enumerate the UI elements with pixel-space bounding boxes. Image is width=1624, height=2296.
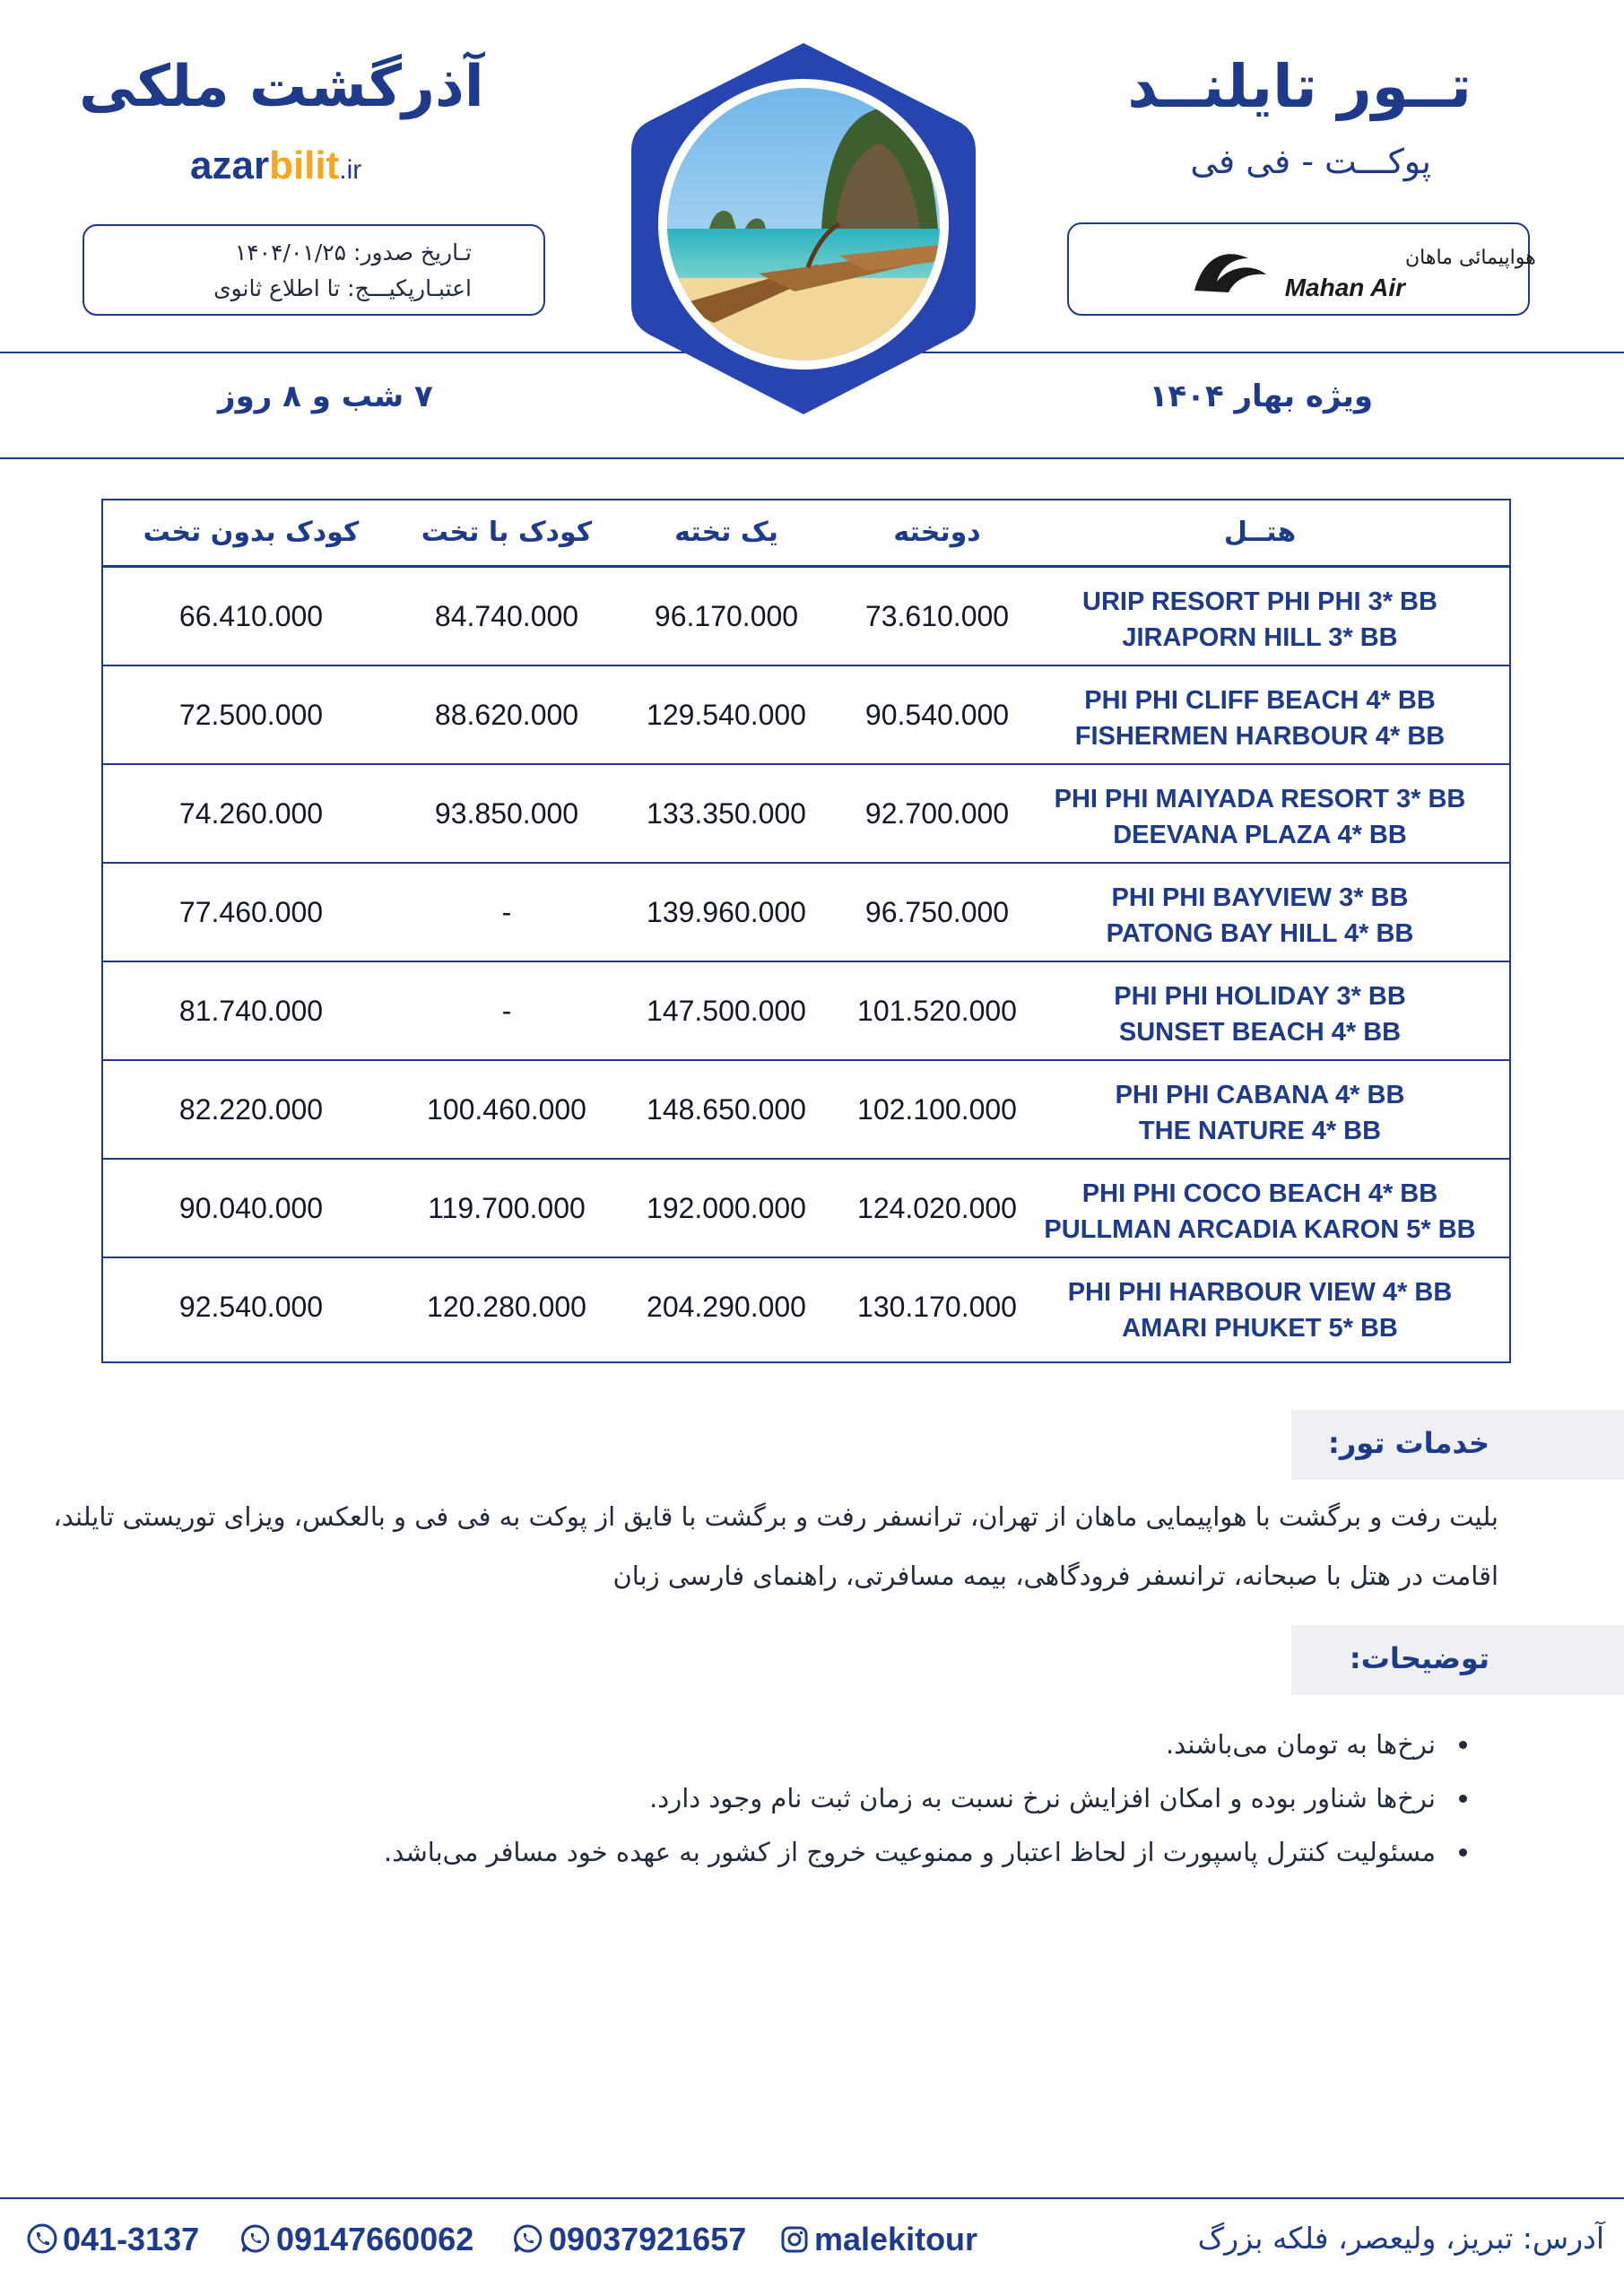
table-row (103, 765, 1509, 864)
price-table (101, 499, 1511, 1363)
issue-date: تـاریخ صدور: ۱۴۰۴/۰۱/۲۵ (234, 239, 472, 265)
hotel-name-phiphi: URIP RESORT PHI PHI 3* BB (1082, 587, 1437, 616)
price-child-with-bed: - (501, 896, 512, 928)
airline-name-en: Mahan Air (1284, 274, 1405, 301)
agency-logo-text (190, 144, 361, 188)
hotel-cell (1011, 781, 1509, 853)
hotel-name-phiphi: PHI PHI MAIYADA RESORT 3* BB (1054, 785, 1466, 813)
notes-heading-box (1291, 1625, 1624, 1695)
hotel-name-phuket: DEEVANA PLAZA 4* BB (1113, 821, 1407, 849)
price-child-with-bed: 88.620.000 (434, 699, 579, 731)
hotel-cell (1011, 683, 1509, 754)
price-double: 73.610.000 (864, 600, 1010, 632)
price-double: 101.520.000 (857, 995, 1017, 1027)
hotel-name-phiphi: PHI PHI HOLIDAY 3* BB (1114, 982, 1406, 1011)
table-row (103, 962, 1509, 1061)
notes-list (100, 1718, 1498, 1879)
tour-title: تــور تایلنــد (1127, 52, 1472, 121)
price-double: 130.170.000 (857, 1291, 1017, 1323)
hotel-name-phuket: AMARI PHUKET 5* BB (1122, 1314, 1398, 1343)
price-single: 96.170.000 (654, 600, 799, 632)
logo-part-tld: .ir (339, 155, 362, 185)
header-hotel: هتــل (1223, 517, 1297, 548)
price-child-with-bed: 93.850.000 (434, 797, 579, 830)
hotel-name-phiphi: PHI PHI BAYVIEW 3* BB (1111, 883, 1409, 912)
package-info-box (83, 224, 545, 316)
price-child-no-bed: 66.410.000 (178, 600, 324, 632)
hotel-cell (1011, 1274, 1509, 1346)
logo-part-azar: azar (190, 144, 270, 187)
hotel-name-phuket: PATONG BAY HILL 4* BB (1106, 919, 1414, 948)
footer-whatsapp-2[interactable] (513, 2221, 746, 2258)
price-double: 124.020.000 (857, 1192, 1017, 1224)
table-row (103, 666, 1509, 765)
phone-number: 041-3137 (63, 2221, 200, 2257)
subheader-divider (0, 457, 1624, 459)
thailand-beach-image (624, 36, 983, 422)
hotel-name-phiphi: PHI PHI CLIFF BEACH 4* BB (1084, 686, 1436, 715)
hotel-name-phuket: PULLMAN ARCADIA KARON 5* BB (1044, 1215, 1476, 1244)
package-validity: اعتبـارپکیـــج: تا اطلاع ثانوی (213, 275, 472, 301)
hotel-cell (1011, 1077, 1509, 1149)
footer-whatsapp-1[interactable] (240, 2221, 473, 2258)
hotel-name-phiphi: PHI PHI HARBOUR VIEW 4* BB (1067, 1278, 1453, 1307)
tour-subtitle: پوکـــت - فی فی (1190, 142, 1431, 181)
hotel-cell (1011, 880, 1509, 952)
price-child-no-bed: 77.460.000 (178, 896, 324, 928)
footer-phone[interactable] (27, 2221, 199, 2258)
price-double: 90.540.000 (864, 699, 1010, 731)
price-single: 129.540.000 (647, 699, 806, 731)
logo-part-bilit: bilit (269, 144, 340, 187)
agency-name: آذرگشت ملکی (79, 54, 484, 120)
list-item: • نرخ‌ها به تومان می‌باشند. (100, 1718, 1445, 1771)
price-child-with-bed: - (501, 995, 512, 1027)
table-row (103, 1160, 1509, 1258)
price-child-with-bed: 100.460.000 (427, 1093, 586, 1126)
season-label: ویژه بهار ۱۴۰۴ (1149, 378, 1373, 414)
table-row (103, 864, 1509, 962)
list-item: • مسئولیت کنترل پاسپورت از لحاظ اعتبار و ممنوعیت خروج از کشور به عهده خود مسافر می‌باشد. (100, 1825, 1445, 1879)
hotel-cell (1011, 584, 1509, 656)
whatsapp-number-2: 09037921657 (549, 2221, 747, 2257)
notes-title: توضیحات: (1349, 1641, 1489, 1675)
hotel-name-phiphi: PHI PHI COCO BEACH 4* BB (1081, 1179, 1438, 1208)
airline-name-fa: هواپیمائی ماهان (1405, 247, 1536, 269)
price-child-no-bed: 82.220.000 (178, 1093, 324, 1126)
price-double: 92.700.000 (864, 797, 1010, 830)
header-child-with-bed: کودک با تخت (421, 517, 593, 548)
services-text: بلیت رفت و برگشت با هواپیمایی ماهان از تهران، ترانسفر رفت و برگشت با قایق از پوکت به فی فی و بالعکس، ویزای توریستی تایلند، اقامت در هتل با صبحانه، ترانسفر فرودگاهی، بیمه مسافرتی، راهنمای فارسی زبان (53, 1501, 1498, 1591)
price-child-no-bed: 74.260.000 (178, 797, 324, 830)
price-single: 139.960.000 (647, 896, 806, 928)
table-row (103, 1258, 1509, 1357)
price-double: 96.750.000 (864, 896, 1010, 928)
header-double: دوتخته (893, 517, 981, 548)
hotel-name-phiphi: PHI PHI CABANA 4* BB (1115, 1081, 1405, 1109)
price-single: 147.500.000 (647, 995, 806, 1027)
hotel-cell (1011, 1176, 1509, 1248)
instagram-handle: malekitour (814, 2221, 978, 2257)
price-child-no-bed: 72.500.000 (178, 699, 324, 731)
services-heading-box (1291, 1410, 1624, 1480)
price-child-with-bed: 84.740.000 (434, 600, 579, 632)
footer-divider (0, 2197, 1624, 2199)
whatsapp-icon (240, 2223, 271, 2254)
hotel-name-phuket: JIRAPORN HILL 3* BB (1122, 623, 1398, 652)
footer-address: آدرس: تبریز، ولیعصر، فلکه بزرگ (1197, 2221, 1604, 2256)
footer-instagram[interactable] (780, 2221, 977, 2258)
price-single: 133.350.000 (647, 797, 806, 830)
whatsapp-number-1: 09147660062 (276, 2221, 474, 2257)
airline-logo-box (1067, 222, 1536, 316)
instagram-icon (780, 2225, 809, 2254)
phone-icon (27, 2223, 57, 2254)
price-child-with-bed: 119.700.000 (428, 1192, 586, 1224)
services-title: خدمات تور: (1328, 1426, 1489, 1460)
hotel-name-phuket: THE NATURE 4* BB (1138, 1117, 1382, 1145)
price-child-with-bed: 120.280.000 (427, 1291, 586, 1323)
header-child-no-bed: کودک بدون تخت (143, 517, 360, 548)
header-single: یک تخته (674, 517, 778, 548)
table-header (103, 500, 1509, 568)
duration-label: ۷ شب و ۸ روز (218, 378, 433, 414)
price-double: 102.100.000 (857, 1093, 1017, 1126)
table-row (103, 1061, 1509, 1160)
price-child-no-bed: 92.540.000 (178, 1291, 324, 1323)
price-child-no-bed: 90.040.000 (178, 1192, 324, 1224)
list-item: • نرخ‌ها شناور بوده و امکان افزایش نرخ نسبت به زمان ثبت نام وجود دارد. (100, 1771, 1445, 1825)
price-child-no-bed: 81.740.000 (178, 995, 324, 1027)
hotel-cell (1011, 978, 1509, 1050)
mahan-air-logo (1185, 239, 1536, 303)
price-single: 148.650.000 (647, 1093, 806, 1126)
price-single: 192.000.000 (647, 1192, 806, 1224)
table-row (103, 568, 1509, 666)
hotel-name-phuket: FISHERMEN HARBOUR 4* BB (1074, 722, 1446, 751)
whatsapp-icon (513, 2223, 543, 2254)
hotel-name-phuket: SUNSET BEACH 4* BB (1118, 1018, 1402, 1047)
price-single: 204.290.000 (647, 1291, 806, 1323)
